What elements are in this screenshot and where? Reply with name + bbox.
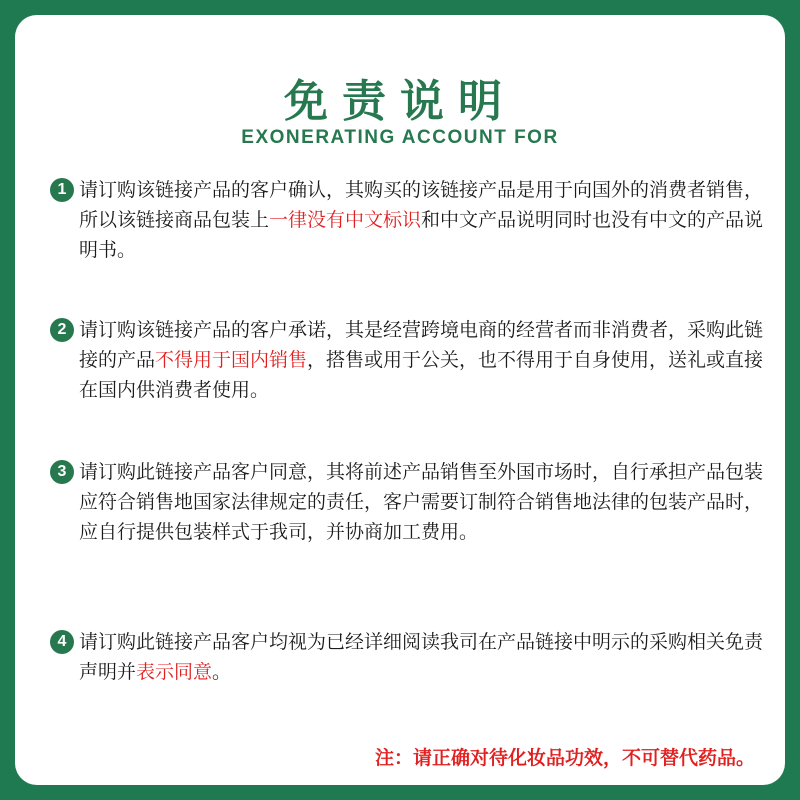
page-title: 免责说明: [284, 76, 516, 127]
number-badge-1: 1: [50, 178, 74, 202]
number-badge-2: 2: [50, 318, 74, 342]
number-badge-3: 3: [50, 460, 74, 484]
item-text: 请订购该链接产品的客户确认，其购买的该链接产品是用于向国外的消费者销售，所以该链接商品包装上一律没有中文标识和中文产品说明同时也没有中文的产品说明书。: [79, 179, 764, 261]
disclaimer-card: [15, 15, 785, 785]
disclaimer-item-1: [57, 175, 777, 265]
disclaimer-item-3: [57, 457, 777, 547]
footer-note: 注：请正确对待化妆品功效，不可替代药品。: [374, 747, 755, 769]
disclaimer-item-4: [57, 627, 777, 687]
number-badge-4: 4: [50, 630, 74, 654]
item-text: 请订购该链接产品的客户承诺，其是经营跨境电商的经营者而非消费者，采购此链接的产品不得用于国内销售，搭售或用于公关，也不得用于自身使用，送礼或直接在国内供消费者使用。: [79, 319, 764, 401]
item-text: 请订购此链接产品客户同意，其将前述产品销售至外国市场时，自行承担产品包装应符合销售地国家法律规定的责任，客户需要订制符合销售地法律的包装产品时，应自行提供包装样式于我司，并协商加工费用。: [79, 461, 764, 543]
highlight-text: 表示同意: [136, 661, 213, 683]
highlight-text: 一律没有中文标识: [269, 209, 422, 231]
highlight-text: 不得用于国内销售: [155, 349, 308, 371]
disclaimer-item-2: [57, 315, 777, 405]
item-text: 请订购此链接产品客户均视为已经详细阅读我司在产品链接中明示的采购相关免责声明并表示同意。: [79, 631, 764, 683]
page-subtitle: EXONERATING ACCOUNT FOR: [241, 127, 559, 148]
